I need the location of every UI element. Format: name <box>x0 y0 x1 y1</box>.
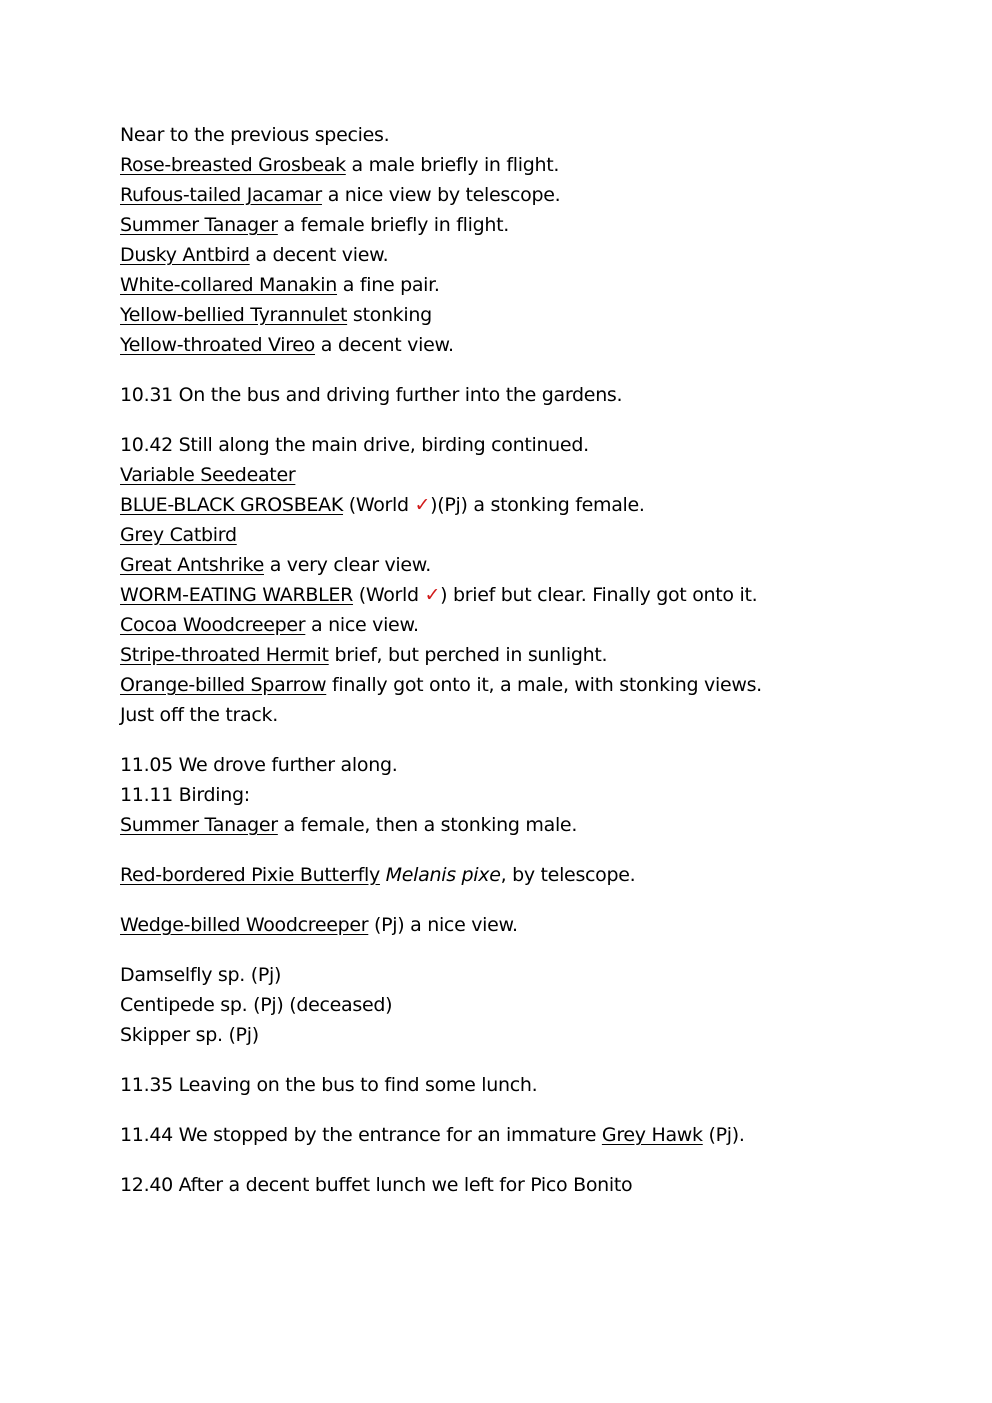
note: brief, but perched in sunlight. <box>328 644 608 666</box>
text-line: 11.05 We drove further along. <box>120 754 398 776</box>
species-name: WORM-EATING WARBLER <box>120 584 353 606</box>
species-name: Yellow-throated Vireo <box>120 334 316 356</box>
species-line <box>120 520 940 550</box>
note: (World <box>352 584 425 606</box>
species-line <box>120 330 940 360</box>
species-line <box>120 270 940 300</box>
species-line <box>120 240 940 270</box>
species-line <box>120 640 940 670</box>
species-name: BLUE-BLACK GROSBEAK <box>120 494 343 516</box>
note: a decent view. <box>315 334 454 356</box>
species-line <box>120 610 940 640</box>
text-line: Centipede sp. (Pj) (deceased) <box>120 994 393 1016</box>
text-line: Skipper sp. (Pj) <box>120 1024 259 1046</box>
species-line <box>120 180 940 210</box>
species-name: Cocoa Woodcreeper <box>120 614 306 636</box>
note: a female briefly in flight. <box>277 214 509 236</box>
species-line <box>120 150 940 180</box>
note: a male briefly in flight. <box>345 154 560 176</box>
note: a nice view. <box>305 614 419 636</box>
scientific-name: Melanis pixe <box>385 864 501 886</box>
species-name: Orange-billed Sparrow <box>120 674 327 696</box>
species-line <box>120 580 940 610</box>
species-name: Grey Catbird <box>120 524 237 546</box>
note: a female, then a stonking male. <box>277 814 578 836</box>
note: (World <box>343 494 415 516</box>
species-line <box>120 550 940 580</box>
text-line: 10.31 On the bus and driving further into the gardens. <box>120 384 623 406</box>
document-page <box>120 120 940 1200</box>
text-line: Near to the previous species. <box>120 124 390 146</box>
species-line <box>120 910 940 940</box>
note: stonking <box>347 304 432 326</box>
species-name: Rose-breasted Grosbeak <box>120 154 346 176</box>
species-name: Stripe-throated Hermit <box>120 644 329 666</box>
note: )(Pj) a stonking female. <box>430 494 645 516</box>
tick-icon: ✓ <box>414 494 431 516</box>
note: a very clear view. <box>263 554 431 576</box>
species-name: Rufous-tailed Jacamar <box>120 184 322 206</box>
species-line <box>120 490 940 520</box>
note: a nice view by telescope. <box>321 184 561 206</box>
species-line <box>120 460 940 490</box>
tick-icon: ✓ <box>424 584 441 606</box>
note: (Pj) a nice view. <box>368 914 518 936</box>
text-line: 10.42 Still along the main drive, birding continued. <box>120 434 589 456</box>
species-line <box>120 300 940 330</box>
note: finally got onto it, a male, with stonking views. <box>326 674 762 696</box>
species-name: White-collared Manakin <box>120 274 338 296</box>
note: ) brief but clear. Finally got onto it. <box>440 584 758 606</box>
text-line: 11.35 Leaving on the bus to find some lunch. <box>120 1074 538 1096</box>
species-name: Dusky Antbird <box>120 244 250 266</box>
note: (Pj). <box>702 1124 745 1146</box>
note: , by telescope. <box>500 864 636 886</box>
species-line <box>120 860 940 890</box>
species-line <box>120 670 940 700</box>
species-line <box>120 1120 940 1150</box>
species-name: Yellow-bellied Tyrannulet <box>120 304 348 326</box>
text-line: Just off the track. <box>120 704 278 726</box>
species-name: Red-bordered Pixie Butterfly <box>120 864 380 886</box>
species-name: Great Antshrike <box>120 554 264 576</box>
text-line: 11.11 Birding: <box>120 784 250 806</box>
species-line <box>120 210 940 240</box>
species-name: Variable Seedeater <box>120 464 296 486</box>
species-name: Summer Tanager <box>120 814 278 836</box>
species-line <box>120 810 940 840</box>
species-name: Wedge-billed Woodcreeper <box>120 914 369 936</box>
text-line: Damselfly sp. (Pj) <box>120 964 282 986</box>
species-name: Grey Hawk <box>601 1124 703 1146</box>
species-name: Summer Tanager <box>120 214 278 236</box>
note: a fine pair. <box>337 274 440 296</box>
text-line: 12.40 After a decent buffet lunch we left for Pico Bonito <box>120 1174 633 1196</box>
note: 11.44 We stopped by the entrance for an immature <box>120 1124 602 1146</box>
note: a decent view. <box>249 244 389 266</box>
